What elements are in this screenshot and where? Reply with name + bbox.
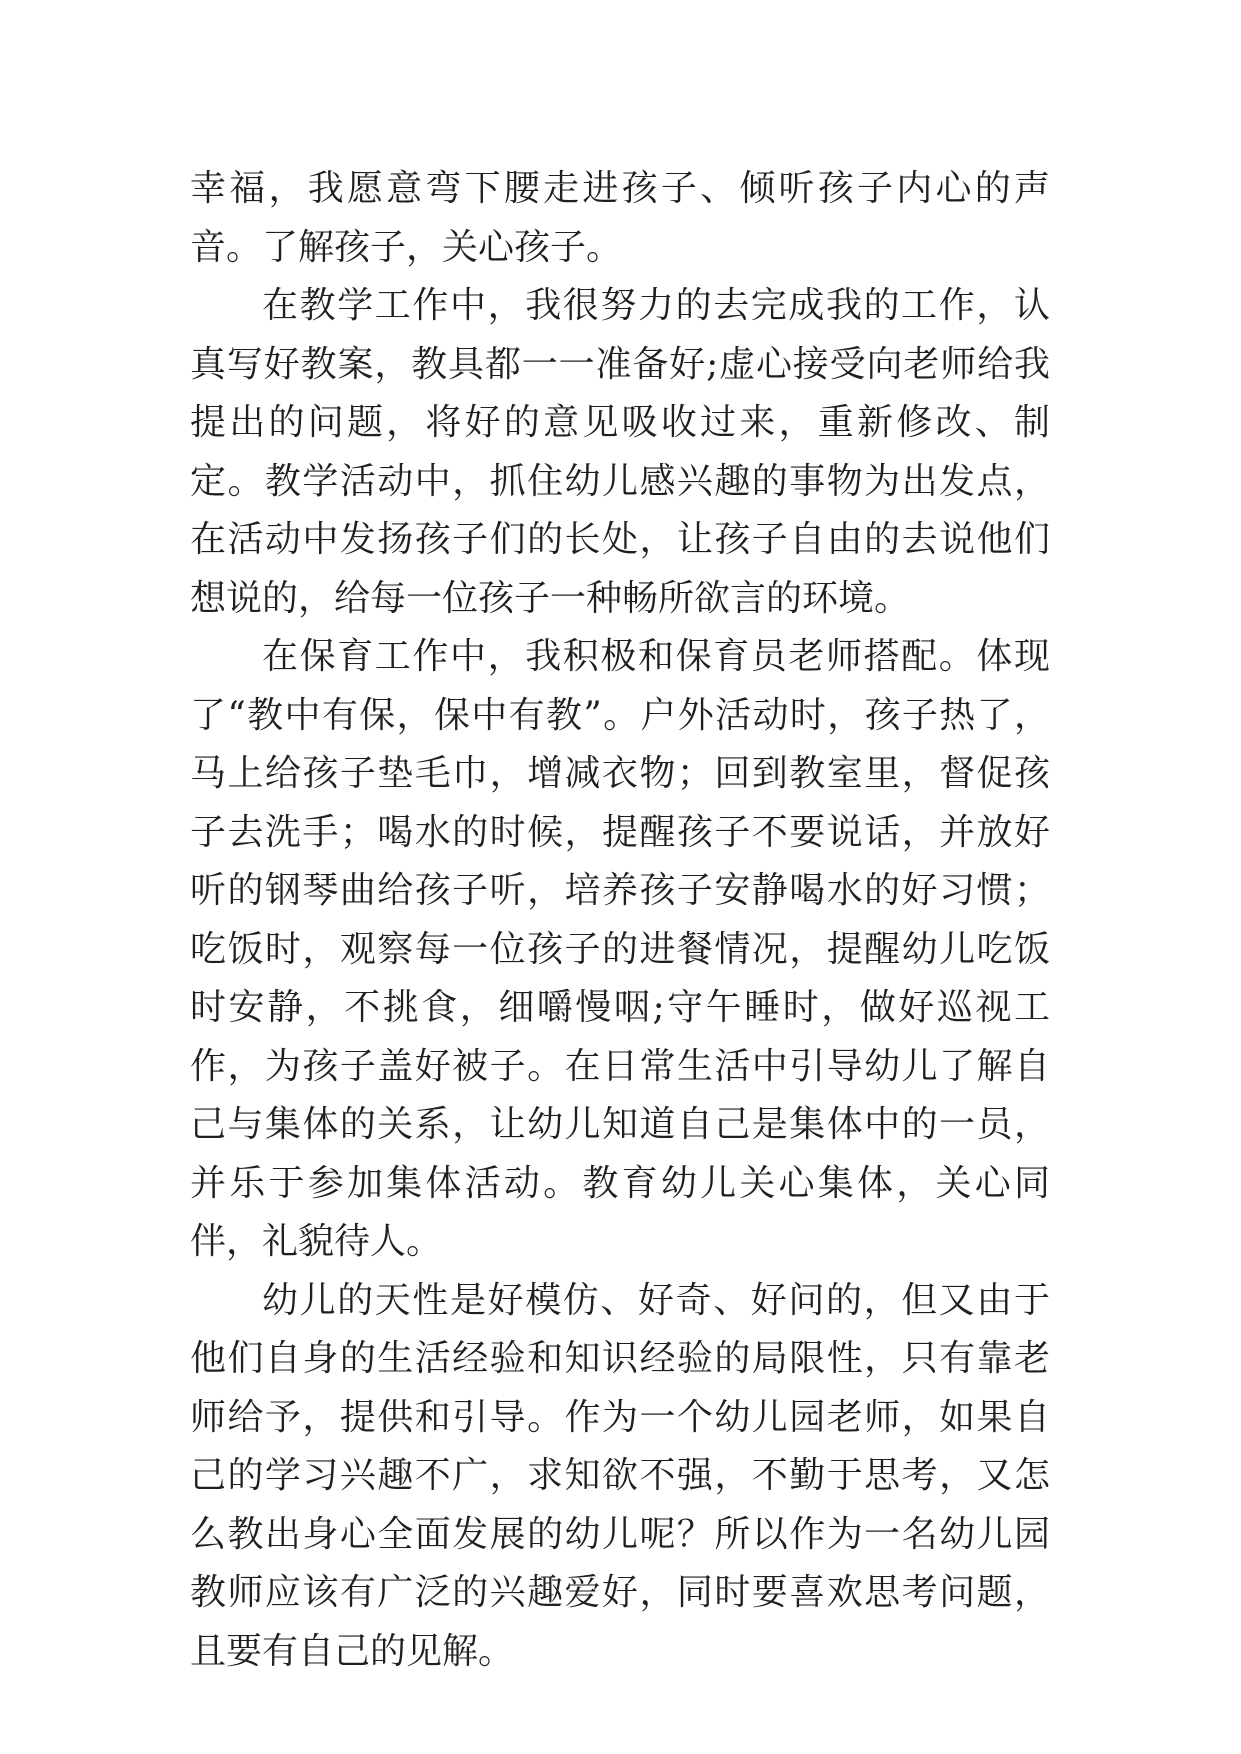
document-body <box>190 160 1050 1681</box>
paragraph-continued: 幸福，我愿意弯下腰走进孩子、倾听孩子内心的声音。了解孩子，关心孩子。 <box>190 168 1050 268</box>
paragraph-child-nature: 幼儿的天性是好模仿、好奇、好问的，但又由于他们自身的生活经验和知识经验的局限性，只有靠老师给予，提供和引导。作为一个幼儿园老师，如果自己的学习兴趣不广，求知欲不强，不勤于思考，又怎么教出身心全面发展的幼儿呢？所以作为一名幼儿园教师应该有广泛的兴趣爱好，同时要喜欢思考问题，且要有自己的见解。 <box>190 1279 1050 1672</box>
paragraph-teaching-work: 在教学工作中，我很努力的去完成我的工作，认真写好教案，教具都一一准备好;虚心接受向老师给我提出的问题，将好的意见吸收过来，重新修改、制定。教学活动中，抓住幼儿感兴趣的事物为出发点，在活动中发扬孩子们的长处，让孩子自由的去说他们想说的，给每一位孩子一种畅所欲言的环境。 <box>190 285 1050 619</box>
paragraph-care-work: 在保育工作中，我积极和保育员老师搭配。体现了“教中有保，保中有教”。户外活动时，孩子热了，马上给孩子垫毛巾，增减衣物；回到教室里，督促孩子去洗手；喝水的时候，提醒孩子不要说话，并放好听的钢琴曲给孩子听，培养孩子安静喝水的好习惯；吃饭时，观察每一位孩子的进餐情况，提醒幼儿吃饭时安静，不挑食，细嚼慢咽;守午睡时，做好巡视工作，为孩子盖好被子。在日常生活中引导幼儿了解自己与集体的关系，让幼儿知道自己是集体中的一员，并乐于参加集体活动。教育幼儿关心集体，关心同伴，礼貌待人。 <box>190 636 1050 1262</box>
